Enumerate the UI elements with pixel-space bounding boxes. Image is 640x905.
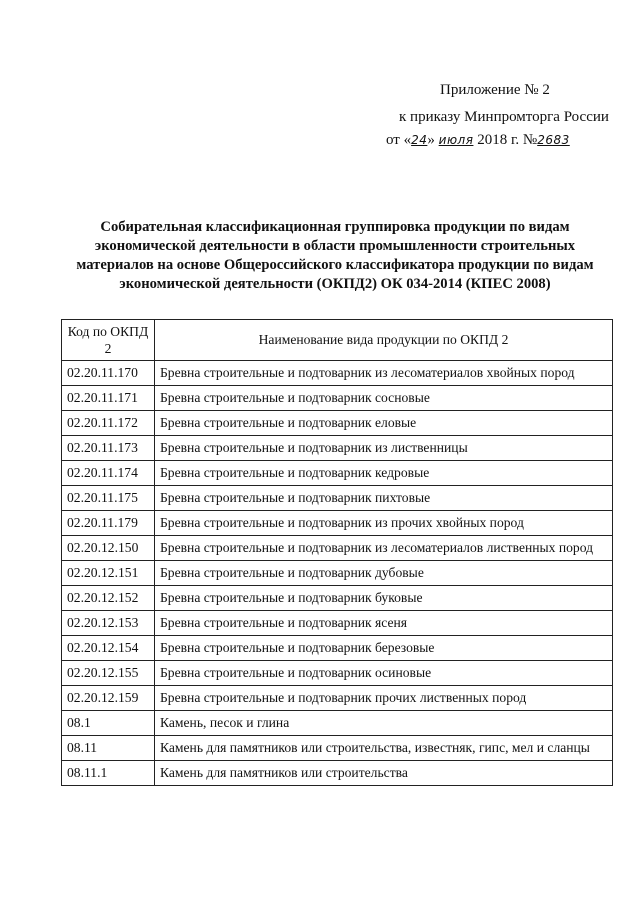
date-day: 24 <box>411 133 428 147</box>
table-row <box>62 761 613 786</box>
row-code: 02.20.11.174 <box>62 461 155 486</box>
date-prefix: от « <box>386 132 412 148</box>
row-code: 02.20.11.171 <box>62 386 155 411</box>
row-name: Бревна строительные и подтоварник дубовые <box>155 561 613 586</box>
document-title: Собирательная классификационная группировка продукции по видам экономической деятельности в области промышленности строительных материалов на основе Общероссийского классификатора продукции по видам экономической деятельности (ОКПД2) ОК 034-2014 (КПЕС 2008) <box>76 219 594 292</box>
table-row <box>62 686 613 711</box>
date-month: июля <box>438 133 474 147</box>
row-name: Бревна строительные и подтоварник из лесоматериалов лиственных пород <box>155 536 613 561</box>
appendix-label: Приложение № 2 <box>440 82 550 98</box>
row-code: 02.20.11.179 <box>62 511 155 536</box>
row-name: Камень для памятников или строительства, известняк, гипс, мел и сланцы <box>155 736 613 761</box>
row-code: 02.20.11.175 <box>62 486 155 511</box>
row-code: 08.1 <box>62 711 155 736</box>
row-name: Бревна строительные и подтоварник сосновые <box>155 386 613 411</box>
products-table <box>61 319 613 786</box>
row-name: Бревна строительные и подтоварник из лесоматериалов хвойных пород <box>155 361 613 386</box>
table-row <box>62 361 613 386</box>
row-name: Бревна строительные и подтоварник кедровые <box>155 461 613 486</box>
table-row <box>62 461 613 486</box>
date-mid: » <box>427 132 439 148</box>
row-name: Бревна строительные и подтоварник из лиственницы <box>155 436 613 461</box>
row-code: 02.20.12.152 <box>62 586 155 611</box>
table-row <box>62 661 613 686</box>
row-code: 02.20.12.150 <box>62 536 155 561</box>
row-name: Бревна строительные и подтоварник березовые <box>155 636 613 661</box>
table-row <box>62 586 613 611</box>
table-row <box>62 561 613 586</box>
table-row <box>62 736 613 761</box>
row-name: Бревна строительные и подтоварник осиновые <box>155 661 613 686</box>
row-name: Камень для памятников или строительства <box>155 761 613 786</box>
header-name: Наименование вида продукции по ОКПД 2 <box>155 320 613 361</box>
row-name: Бревна строительные и подтоварник буковые <box>155 586 613 611</box>
table-row <box>62 636 613 661</box>
table-header-row <box>62 320 613 361</box>
row-code: 02.20.12.151 <box>62 561 155 586</box>
row-code: 08.11.1 <box>62 761 155 786</box>
row-code: 02.20.11.172 <box>62 411 155 436</box>
table-row <box>62 536 613 561</box>
order-number: 2683 <box>537 133 570 147</box>
row-code: 08.11 <box>62 736 155 761</box>
header-code: Код по ОКПД 2 <box>62 320 155 361</box>
row-name: Бревна строительные и подтоварник из прочих хвойных пород <box>155 511 613 536</box>
row-name: Камень, песок и глина <box>155 711 613 736</box>
table-row <box>62 386 613 411</box>
row-name: Бревна строительные и подтоварник еловые <box>155 411 613 436</box>
row-code: 02.20.12.153 <box>62 611 155 636</box>
table-row <box>62 486 613 511</box>
row-name: Бревна строительные и подтоварник пихтовые <box>155 486 613 511</box>
row-name: Бревна строительные и подтоварник ясеня <box>155 611 613 636</box>
order-date-line <box>386 132 570 149</box>
date-year: 2018 г. № <box>473 132 538 148</box>
row-code: 02.20.11.170 <box>62 361 155 386</box>
row-name: Бревна строительные и подтоварник прочих лиственных пород <box>155 686 613 711</box>
table-row <box>62 711 613 736</box>
row-code: 02.20.12.159 <box>62 686 155 711</box>
table-row <box>62 511 613 536</box>
order-reference: к приказу Минпромторга России <box>399 109 609 125</box>
row-code: 02.20.12.154 <box>62 636 155 661</box>
table-row <box>62 436 613 461</box>
row-code: 02.20.12.155 <box>62 661 155 686</box>
row-code: 02.20.11.173 <box>62 436 155 461</box>
table-row <box>62 611 613 636</box>
table-row <box>62 411 613 436</box>
